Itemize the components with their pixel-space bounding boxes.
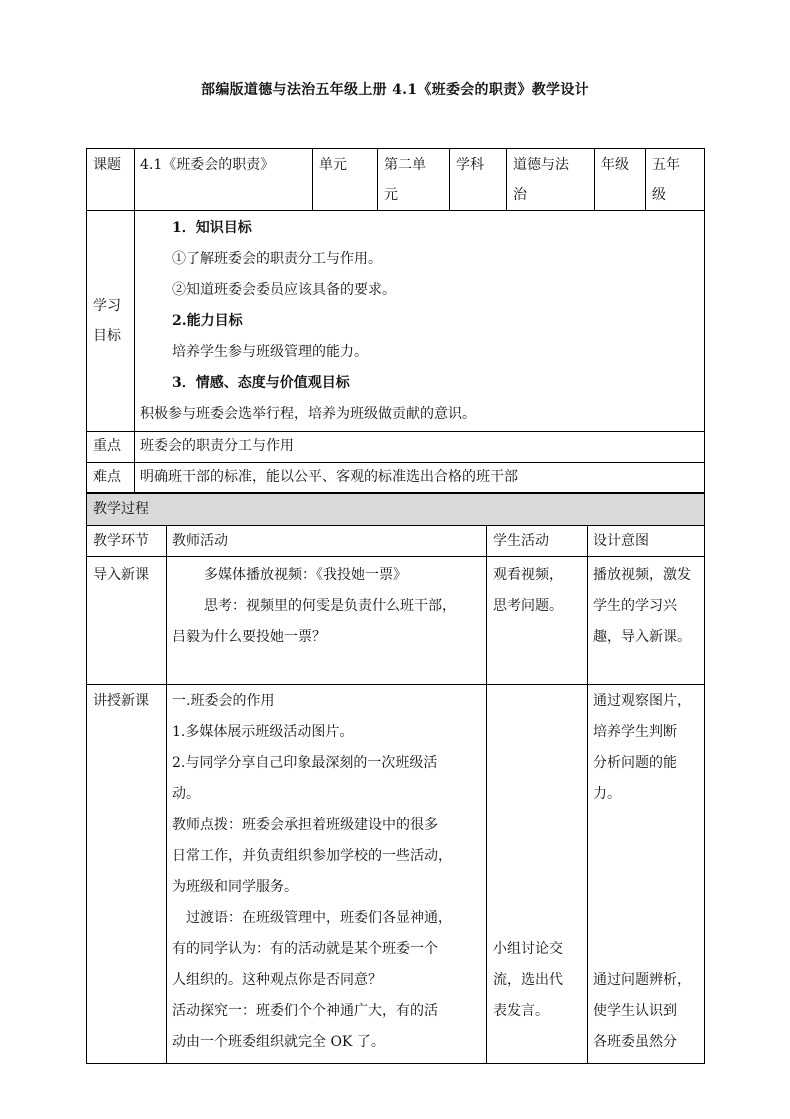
key-point-label: 重点	[93, 438, 121, 454]
course-label: 课题	[93, 157, 121, 173]
lecture-teacher-line: 活动探究一：班委们个个神通广大，有的活	[172, 1003, 438, 1019]
lecture-teacher-line: 一.班委会的作用	[172, 693, 275, 709]
row-divider	[86, 556, 705, 557]
intro-teacher-line: 思考：视频里的何雯是负责什么班干部，	[204, 598, 456, 614]
goals-label-line2: 目标	[93, 328, 121, 344]
row-divider	[86, 684, 705, 685]
ability-goal-heading: 2.能力目标	[172, 313, 243, 329]
grade-label: 年级	[601, 157, 629, 173]
lecture-teacher-line: 2.与同学分享自己印象最深刻的一次班级活	[172, 755, 438, 771]
grade-value-line1: 五年	[652, 157, 680, 173]
col-divider	[449, 148, 450, 210]
lecture-teacher-line: 1.多媒体展示班级活动图片。	[172, 724, 354, 740]
lecture-intent-line: 各班委虽然分	[593, 1034, 677, 1050]
intro-teacher-line: 吕毅为什么要投她一票？	[172, 629, 326, 645]
ability-goal-1: 培养学生参与班级管理的能力。	[172, 344, 368, 360]
lecture-intent-line: 力。	[593, 786, 621, 802]
subject-value-line2: 治	[513, 187, 527, 203]
course-value: 4.1《班委会的职责》	[140, 157, 275, 173]
difficulty-label: 难点	[93, 469, 121, 485]
document-title: 部编版道德与法治五年级上册 4.1《班委会的职责》教学设计	[201, 82, 589, 98]
col-divider	[486, 525, 487, 1064]
knowledge-goal-2: ②知道班委会委员应该具备的要求。	[172, 282, 396, 298]
lecture-teacher-line: 教师点拨：班委会承担着班级建设中的很多	[172, 817, 438, 833]
process-title: 教学过程	[93, 501, 149, 517]
lecture-intent-line: 使学生认识到	[593, 1003, 677, 1019]
lecture-student-line: 小组讨论交	[493, 941, 563, 957]
col-divider	[377, 148, 378, 210]
col-divider	[506, 148, 507, 210]
unit-label: 单元	[319, 157, 347, 173]
goals-label-line1: 学习	[93, 298, 121, 314]
knowledge-goal-heading: 1．知识目标	[172, 220, 252, 236]
grade-value-line2: 级	[652, 187, 666, 203]
lecture-teacher-line: 过渡语：在班级管理中，班委们各显神通，	[186, 910, 452, 926]
lecture-intent-line: 培养学生判断	[593, 724, 677, 740]
intro-intent-line: 趣，导入新课。	[593, 629, 691, 645]
column-header-stage: 教学环节	[93, 533, 149, 549]
col-divider	[134, 148, 135, 493]
subject-label: 学科	[456, 157, 484, 173]
col-divider	[312, 148, 313, 210]
intro-stage: 导入新课	[93, 567, 149, 583]
unit-value-line1: 第二单	[384, 157, 426, 173]
difficulty-text: 明确班干部的标准，能以公平、客观的标准选出合格的班干部	[140, 469, 518, 485]
lecture-intent-line: 通过观察图片，	[593, 693, 691, 709]
lecture-teacher-line: 为班级和同学服务。	[172, 879, 298, 895]
lecture-teacher-line: 日常工作，并负责组织参加学校的一些活动，	[172, 848, 452, 864]
lecture-intent-line: 分析问题的能	[593, 755, 677, 771]
col-divider	[645, 148, 646, 210]
lecture-teacher-line: 动。	[172, 786, 200, 802]
intro-teacher-line: 多媒体播放视频：《我投她一票》	[204, 567, 407, 583]
lecture-intent-line: 通过问题辨析，	[593, 972, 691, 988]
intro-intent-line: 学生的学习兴	[593, 598, 677, 614]
subject-value-line1: 道德与法	[513, 157, 569, 173]
lecture-teacher-line: 动由一个班委组织就完全 OK 了。	[172, 1034, 385, 1050]
knowledge-goal-1: ①了解班委会的职责分工与作用。	[172, 251, 382, 267]
lecture-student-line: 流，选出代	[493, 972, 563, 988]
col-divider	[166, 525, 167, 1064]
lecture-teacher-line: 有的同学认为：有的活动就是某个班委一个	[172, 941, 438, 957]
intro-student-line: 观看视频，	[493, 567, 563, 583]
col-divider	[594, 148, 595, 210]
intro-intent-line: 播放视频，激发	[593, 567, 691, 583]
intro-student-line: 思考问题。	[493, 598, 563, 614]
key-point-text: 班委会的职责分工与作用	[140, 438, 294, 454]
lecture-stage: 讲授新课	[93, 693, 149, 709]
column-header-teacher: 教师活动	[172, 533, 228, 549]
lecture-teacher-line: 人组织的。这种观点你是否同意？	[172, 972, 382, 988]
row-divider	[86, 210, 705, 211]
unit-value-line2: 元	[384, 187, 398, 203]
lecture-student-line: 表发言。	[493, 1003, 549, 1019]
column-header-student: 学生活动	[493, 533, 549, 549]
col-divider	[587, 525, 588, 1064]
emotion-goal-heading: 3．情感、态度与价值观目标	[172, 375, 350, 391]
column-header-intent: 设计意图	[593, 533, 649, 549]
emotion-goal-1: 积极参与班委会选举行程，培养为班级做贡献的意识。	[140, 406, 476, 422]
